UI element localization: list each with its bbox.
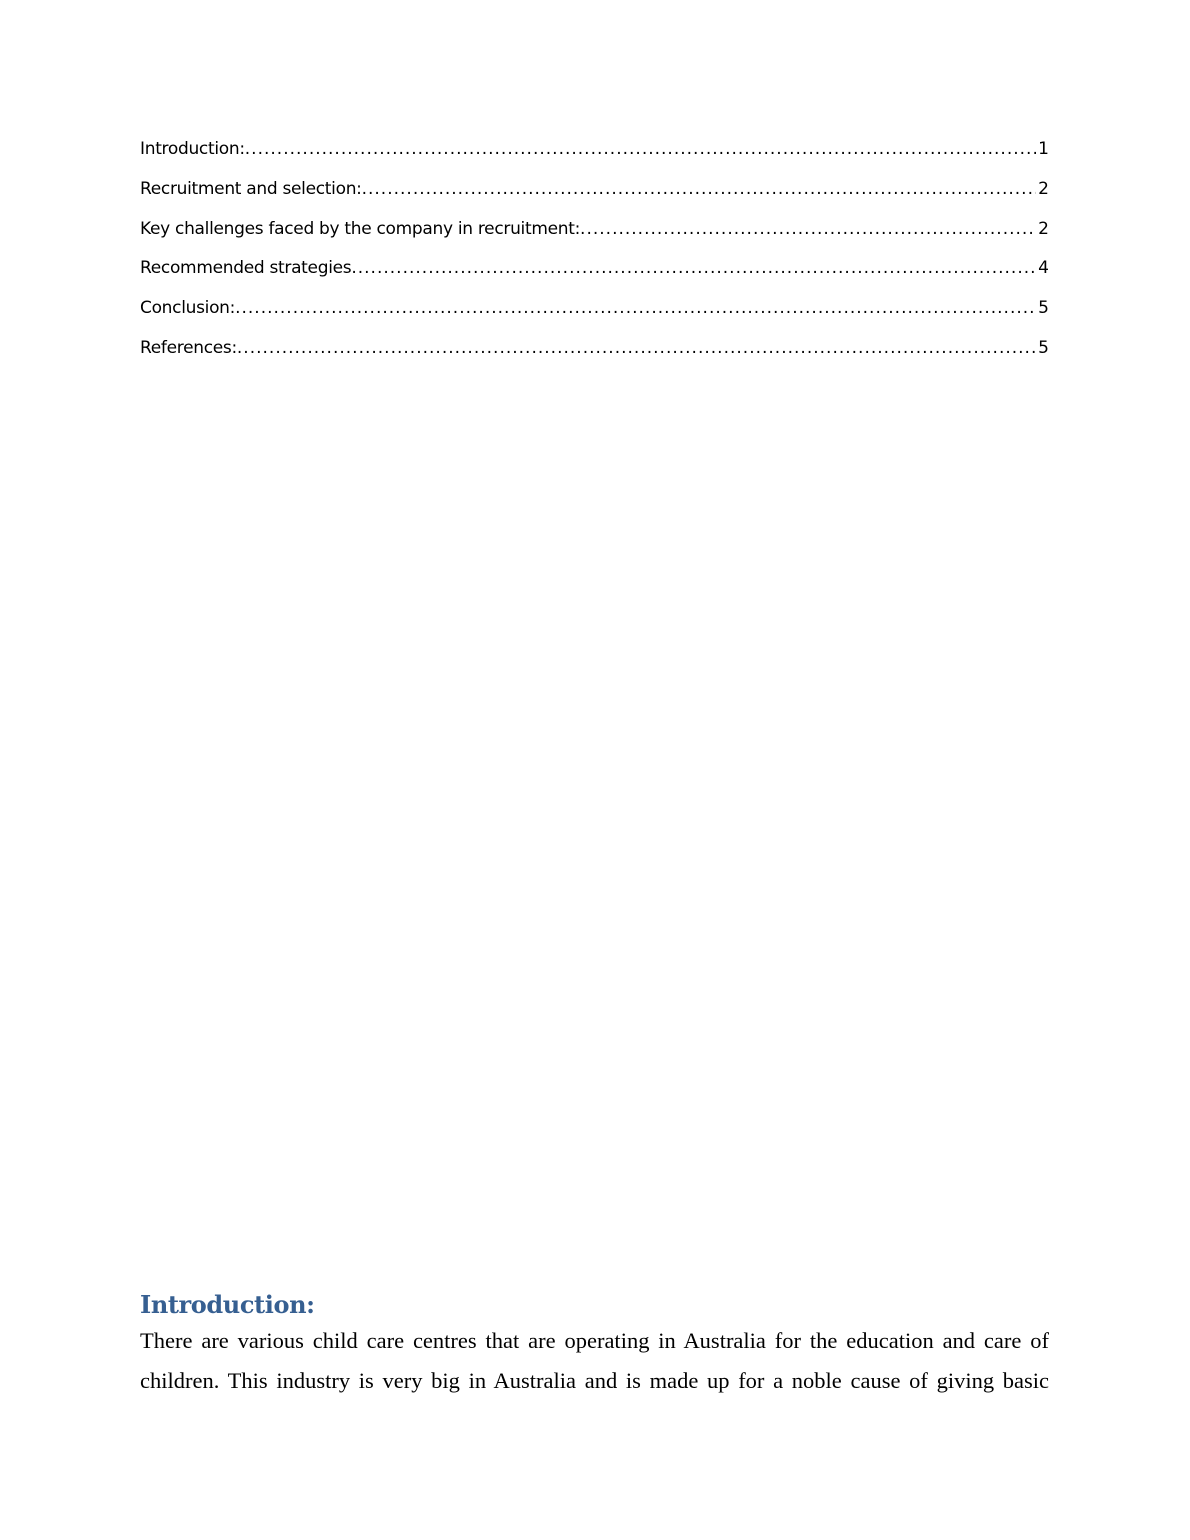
introduction-paragraph: There are various child care centres that are operating in Australia for the education and care of children. This industry is very big in Australia and is made up for a noble cause of giving basic [140, 1328, 1049, 1393]
toc-entry-title: Key challenges faced by the company in recruitment: [140, 218, 581, 239]
toc-dot-leader [235, 298, 1036, 318]
table-of-contents [140, 139, 1049, 378]
toc-page-number: 5 [1038, 337, 1049, 358]
toc-entry-title: Conclusion: [140, 298, 236, 319]
toc-page-number: 1 [1038, 139, 1049, 159]
toc-page-number: 5 [1038, 298, 1049, 319]
toc-dot-leader [580, 219, 1036, 239]
section-heading-introduction: Introduction: [140, 1290, 315, 1319]
toc-entry-title: Introduction: [140, 139, 245, 159]
toc-entry-introduction[interactable] [140, 139, 1049, 179]
toc-dot-leader [245, 139, 1036, 159]
toc-entry-title: Recruitment and selection: [140, 178, 362, 199]
toc-page-number: 2 [1038, 178, 1049, 199]
toc-entry-title: References: [140, 337, 237, 358]
toc-page-number: 2 [1038, 218, 1049, 239]
toc-dot-leader [237, 338, 1036, 358]
toc-entry-references[interactable] [140, 338, 1049, 378]
toc-entry-title: Recommended strategies [140, 258, 352, 279]
toc-entry-conclusion[interactable] [140, 298, 1049, 338]
toc-entry-recommended-strategies[interactable] [140, 258, 1049, 298]
toc-entry-recruitment-and-selection[interactable] [140, 179, 1049, 219]
toc-entry-key-challenges[interactable] [140, 219, 1049, 259]
toc-dot-leader [351, 258, 1036, 278]
toc-page-number: 4 [1038, 258, 1049, 279]
toc-dot-leader [362, 179, 1037, 199]
